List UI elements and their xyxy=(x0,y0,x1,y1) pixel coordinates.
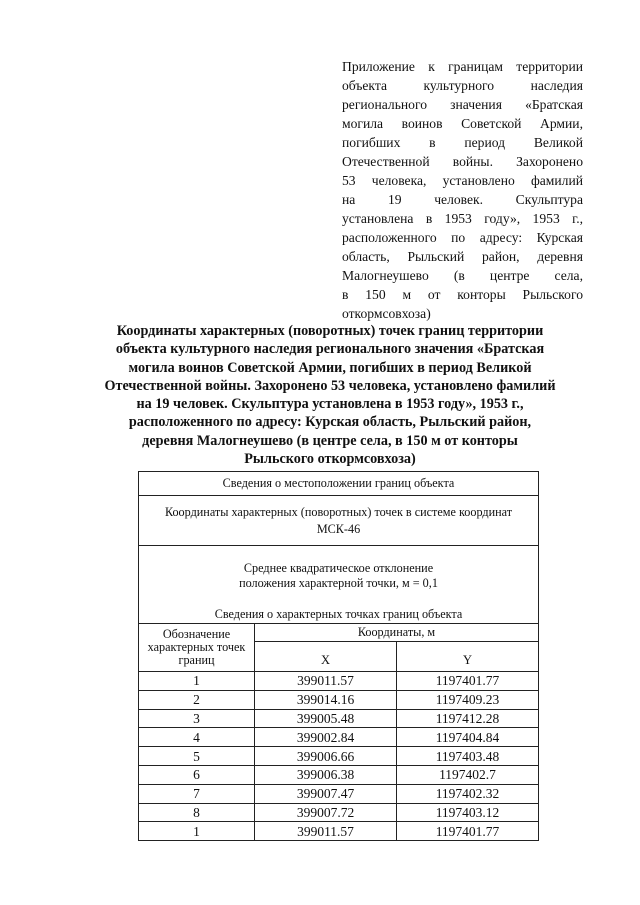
col-label-line: границ xyxy=(178,653,215,667)
point-id: 7 xyxy=(139,784,255,803)
deviation-value: положения характерной точки, м = 0,1 xyxy=(239,576,438,590)
header-points: Сведения о характерных точках границ объекта xyxy=(139,606,539,624)
column-header-x: X xyxy=(255,642,397,672)
coord-x: 399006.38 xyxy=(255,765,397,784)
annex-line: область, Рыльский район, деревня xyxy=(342,249,583,264)
table-row xyxy=(139,672,539,691)
coord-x: 399005.48 xyxy=(255,709,397,728)
point-id: 8 xyxy=(139,803,255,822)
table-row xyxy=(139,784,539,803)
annex-line: погибших в период Великой xyxy=(342,135,583,150)
title-line: Отечественной войны. Захоронено 53 человека, установлено фамилий xyxy=(104,377,556,394)
title-line: на 19 человек. Скульптура установлена в 1953 году», 1953 г., xyxy=(136,396,524,413)
title-line: деревня Малогнеушево (в центре села, в 150 м от конторы xyxy=(142,432,518,449)
coord-y: 1197409.23 xyxy=(397,690,539,709)
coord-x: 399002.84 xyxy=(255,728,397,747)
point-id: 3 xyxy=(139,709,255,728)
table-row xyxy=(139,690,539,709)
coord-x: 399006.66 xyxy=(255,747,397,766)
coord-x: 399011.57 xyxy=(255,672,397,691)
coordinates-table xyxy=(138,471,539,841)
annex-line: могила воинов Советской Армии, xyxy=(342,116,583,131)
deviation-line: Среднее квадратическое отклонение xyxy=(243,561,434,575)
table-row xyxy=(139,803,539,822)
coord-y: 1197403.12 xyxy=(397,803,539,822)
column-header-y: Y xyxy=(397,642,539,672)
header-location: Сведения о местоположении границ объекта xyxy=(139,472,539,496)
header-system-code: МСК-46 xyxy=(316,521,361,536)
title-line: Координаты характерных (поворотных) точек границ территории xyxy=(116,323,544,339)
coord-y: 1197402.32 xyxy=(397,784,539,803)
table-row xyxy=(139,822,539,841)
annex-line: в 150 м от конторы Рыльского xyxy=(342,287,583,302)
coord-x: 399007.72 xyxy=(255,803,397,822)
annex-line: Приложение к границам территории xyxy=(342,59,583,74)
annex-line: на 19 человек. Скульптура xyxy=(342,192,583,207)
coord-y: 1197401.77 xyxy=(397,822,539,841)
title-line: Рыльского откормсовхоза) xyxy=(244,451,416,468)
annex-line: Малогнеушево (в центре села, xyxy=(342,268,583,283)
annex-line: Отечественной войны. Захоронено xyxy=(342,154,583,169)
table-row xyxy=(139,709,539,728)
title-line: могила воинов Советской Армии, погибших в период Великой xyxy=(128,359,532,376)
coord-y: 1197403.48 xyxy=(397,747,539,766)
annex-line: регионального значения «Братская xyxy=(342,97,583,112)
coord-y: 1197401.77 xyxy=(397,672,539,691)
coord-x: 399007.47 xyxy=(255,784,397,803)
point-id: 5 xyxy=(139,747,255,766)
point-id: 1 xyxy=(139,822,255,841)
title-line: расположенного по адресу: Курская область, Рыльский район, xyxy=(128,414,532,431)
document-title xyxy=(92,322,568,468)
annex-line: откормсовхоза) xyxy=(342,306,431,321)
coord-x: 399011.57 xyxy=(255,822,397,841)
coord-x: 399014.16 xyxy=(255,690,397,709)
coord-y: 1197402.7 xyxy=(397,765,539,784)
point-id: 4 xyxy=(139,728,255,747)
coord-y: 1197412.28 xyxy=(397,709,539,728)
header-deviation xyxy=(139,546,539,607)
col-label-line: характерных точек xyxy=(147,640,246,654)
annex-line: 53 человека, установлено фамилий xyxy=(342,173,583,188)
title-line: объекта культурного наследия регионального значения «Братская xyxy=(115,341,545,358)
annex-note xyxy=(342,57,583,323)
table-row xyxy=(139,728,539,747)
point-id: 2 xyxy=(139,690,255,709)
header-system-line: Координаты характерных (поворотных) точек в системе координат xyxy=(164,504,513,519)
column-header-coordinates: Координаты, м xyxy=(255,624,539,642)
header-coordinate-system xyxy=(139,496,539,546)
column-header-point-label xyxy=(139,624,255,672)
annex-line: расположенного по адресу: Курская xyxy=(342,230,583,245)
point-id: 6 xyxy=(139,765,255,784)
point-id: 1 xyxy=(139,672,255,691)
table-row xyxy=(139,747,539,766)
col-label-line: Обозначение xyxy=(162,627,231,641)
annex-line: объекта культурного наследия xyxy=(342,78,583,93)
annex-line: установлена в 1953 году», 1953 г., xyxy=(342,211,583,226)
table-row xyxy=(139,765,539,784)
coord-y: 1197404.84 xyxy=(397,728,539,747)
